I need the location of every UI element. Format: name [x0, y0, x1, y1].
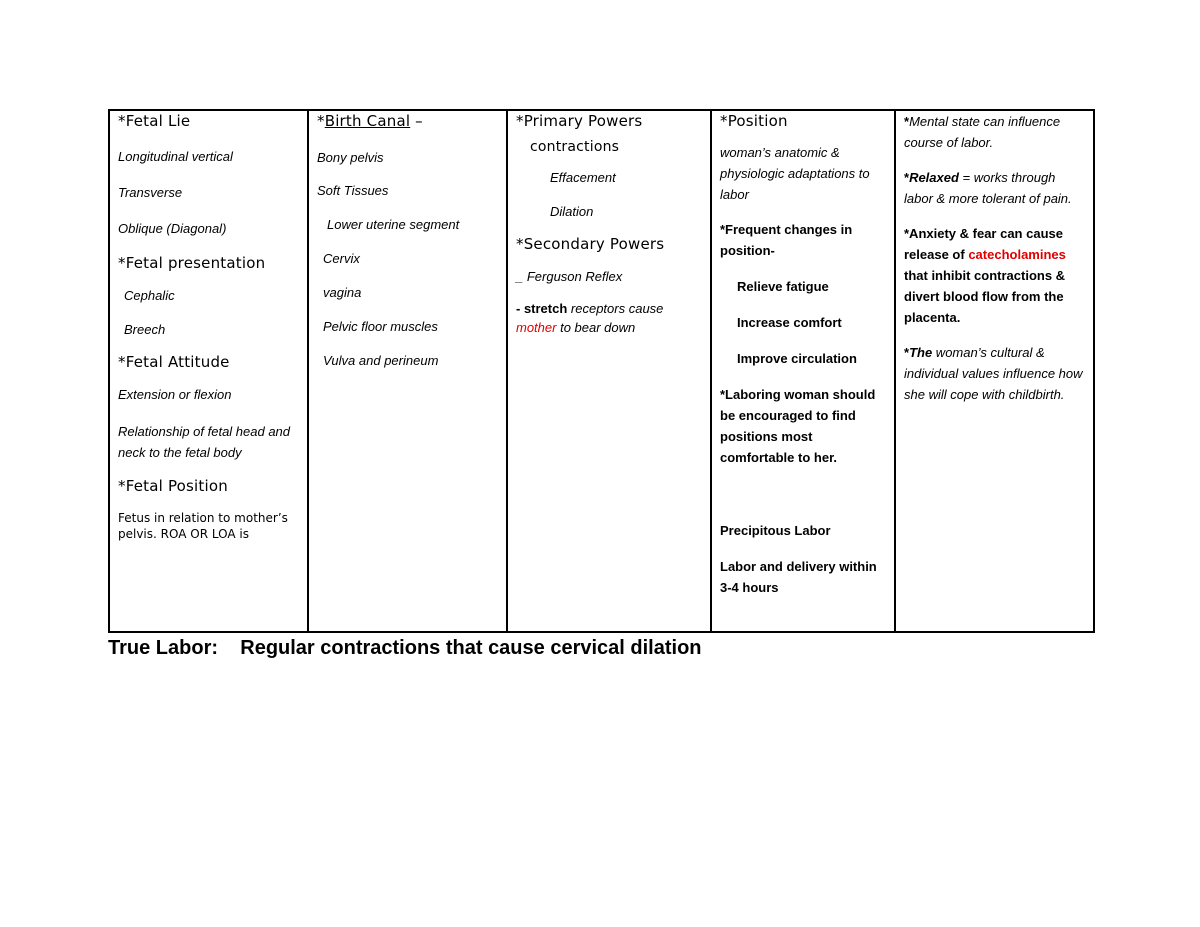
relaxed-word: Relaxed — [909, 170, 959, 185]
precipitous-labor-heading: Precipitous Labor — [720, 523, 831, 538]
fetal-column — [109, 110, 308, 632]
mental-word: Mental — [909, 114, 949, 129]
ferguson-reflex: _ Ferguson Reflex — [516, 269, 623, 284]
precipitous-labor-desc: Labor and delivery within 3-4 hours — [720, 559, 877, 595]
list-item: Lower uterine segment — [327, 217, 460, 232]
list-item: vagina — [323, 285, 362, 300]
list-item: Relieve fatigue — [737, 279, 829, 294]
stretch-receptors-text — [516, 299, 702, 337]
primary-powers-heading: *Primary Powers — [516, 112, 643, 130]
secondary-powers-heading: *Secondary Powers — [516, 235, 665, 253]
fetal-position-text: Fetus in relation to mother’s pelvis. ROA OR LOA is — [118, 511, 288, 541]
true-labor-label: True Labor: — [108, 637, 219, 659]
list-item: Oblique (Diagonal) — [118, 221, 227, 236]
list-item: Dilation — [550, 204, 594, 219]
cultural-word: The — [909, 345, 933, 360]
labor-factors-table — [108, 109, 1095, 633]
birth-canal-column — [308, 110, 507, 632]
mental-star: * — [904, 114, 910, 129]
frequent-changes-text: *Frequent changes in position- — [720, 222, 853, 258]
contractions-label: contractions — [530, 139, 620, 155]
position-column — [711, 110, 895, 632]
relaxed-rest: = works through labor & more tolerant of pain. — [904, 170, 1072, 206]
list-item: Pelvic floor muscles — [323, 319, 438, 334]
anatomic-text: woman’s anatomic & physiologic adaptations to labor — [720, 145, 870, 202]
anxiety-text — [904, 223, 1085, 328]
list-item: Extension or flexion — [118, 387, 232, 402]
catecholamines-word: catecholamines — [968, 247, 1066, 262]
cultural-rest: woman’s cultural & individual values influence how she will cope with childbirth. — [904, 345, 1083, 402]
anxiety-pre: *Anxiety & fear can cause release of — [904, 226, 1063, 262]
stretch-rest: receptors cause — [567, 301, 664, 316]
position-heading: *Position — [720, 112, 788, 130]
table-row — [109, 110, 1094, 632]
bear-down: to bear down — [556, 320, 636, 335]
list-item: Transverse — [118, 185, 183, 200]
list-item: Cephalic — [124, 288, 175, 303]
stretch-label: - stretch — [516, 301, 568, 316]
mental-rest: state can influence course of labor. — [904, 114, 1061, 150]
heading-dash: – — [410, 112, 423, 130]
fetal-position-heading: *Fetal Position — [118, 477, 228, 495]
list-item: Breech — [124, 322, 166, 337]
list-item: Longitudinal vertical — [118, 149, 233, 164]
fetal-attitude-heading: *Fetal Attitude — [118, 353, 230, 371]
cultural-star: * — [904, 345, 910, 360]
fetal-lie-heading: *Fetal Lie — [118, 112, 191, 130]
mental-state-text — [904, 111, 1085, 153]
birth-canal-heading — [317, 112, 498, 130]
list-item: Relationship of fetal head and neck to the fetal body — [118, 424, 291, 460]
psyche-column — [895, 110, 1094, 632]
list-item: Improve circulation — [737, 351, 857, 366]
list-item: Soft Tissues — [317, 183, 389, 198]
true-labor-footer — [108, 634, 702, 662]
true-labor-definition: Regular contractions that cause cervical dilation — [240, 637, 702, 659]
relaxed-text — [904, 167, 1085, 209]
list-item: Bony pelvis — [317, 150, 384, 165]
heading-star: * — [317, 112, 325, 130]
birth-canal-title: Birth Canal — [324, 112, 411, 130]
powers-column — [507, 110, 711, 632]
list-item: Vulva and perineum — [323, 353, 439, 368]
relaxed-star: * — [904, 170, 910, 185]
mother-word: mother — [516, 320, 557, 335]
list-item: Effacement — [550, 170, 616, 185]
fetal-presentation-heading: *Fetal presentation — [118, 254, 266, 272]
list-item: Cervix — [323, 251, 360, 266]
cultural-text — [904, 342, 1085, 405]
list-item: Increase comfort — [737, 315, 842, 330]
laboring-woman-text: *Laboring woman should be encouraged to find positions most comfortable to her. — [720, 387, 876, 465]
anxiety-post: that inhibit contractions & divert blood flow from the placenta. — [904, 268, 1066, 325]
